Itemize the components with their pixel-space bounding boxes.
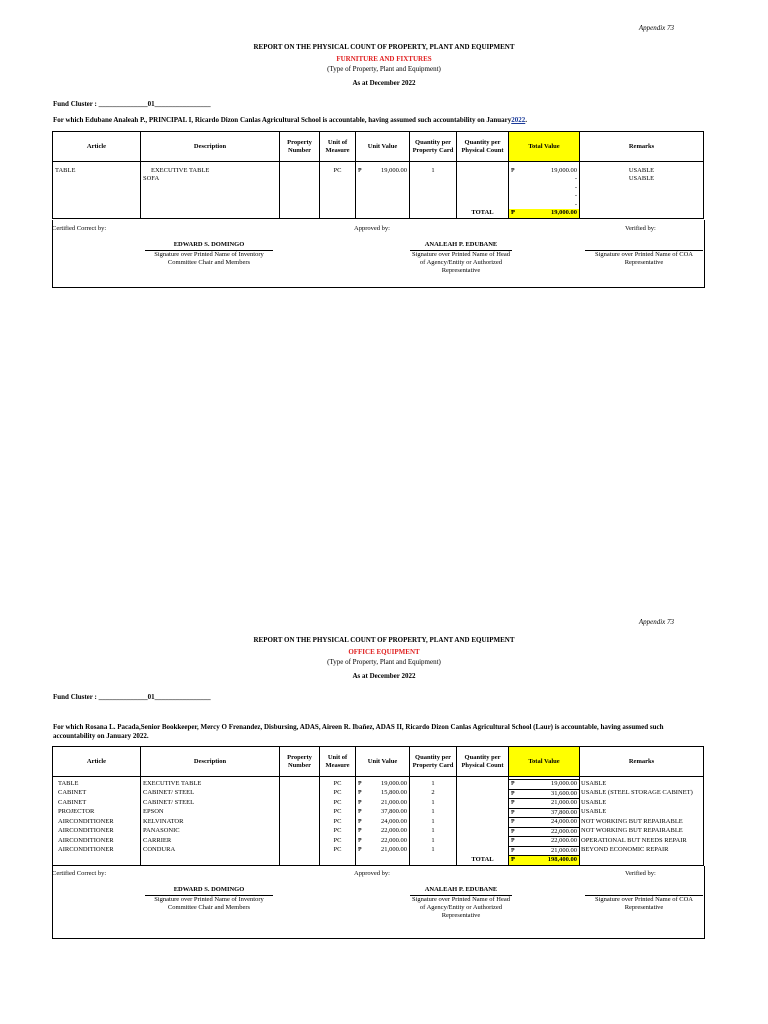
- peso-sign: ₱: [511, 827, 515, 835]
- unit-value-cell: 19,000.00: [381, 166, 407, 174]
- peso-sign: ₱: [511, 846, 515, 854]
- table-row: [53, 789, 704, 799]
- col-remarks: Remarks: [580, 747, 704, 777]
- article-cell: CABINET: [53, 789, 141, 799]
- col-description: Description: [141, 747, 280, 777]
- qty-card-cell: 1: [410, 167, 457, 176]
- unit-cell: PC: [320, 846, 356, 856]
- grand-total: 198,400.00: [547, 856, 577, 863]
- table-row: [53, 808, 704, 818]
- description-cell: CONDURA: [141, 846, 280, 856]
- unit-cell: PC: [320, 799, 356, 809]
- unit-value-cell: 24,000.00: [381, 817, 407, 825]
- description-cell: CARRIER: [141, 837, 280, 847]
- appendix-label: Appendix 73: [638, 24, 674, 32]
- col-unit-of-measure: Unit of Measure: [320, 132, 356, 162]
- article-cell: CABINET: [53, 799, 141, 809]
- unit-cell: PC: [320, 789, 356, 799]
- verified-label: Verified by:: [625, 870, 656, 877]
- type-note: (Type of Property, Plant and Equipment): [327, 658, 441, 666]
- description-cell: PANASONIC: [141, 827, 280, 837]
- description-cell: KELVINATOR: [141, 818, 280, 828]
- signature-caption-committee: Signature over Printed Name of Inventory Committee Chair and Members: [145, 250, 273, 267]
- peso-sign: ₱: [511, 789, 515, 797]
- approved-label: Approved by:: [354, 225, 390, 232]
- col-description: Description: [141, 132, 280, 162]
- col-unit-value: Unit Value: [356, 747, 410, 777]
- article-cell: PROJECTOR: [53, 808, 141, 818]
- qty-card-cell: 1: [410, 846, 457, 856]
- col-remarks: Remarks: [580, 132, 704, 162]
- qty-card-cell: 1: [410, 818, 457, 828]
- total-value-cell: 22,000.00: [551, 827, 577, 835]
- table-row: [53, 201, 704, 210]
- total-value-cell: 19,000.00: [551, 780, 577, 787]
- col-qty-card: Quantity per Property Card: [410, 132, 457, 162]
- table-row: [53, 192, 704, 201]
- article-cell: AIRCONDITIONER: [53, 827, 141, 837]
- peso-sign: ₱: [358, 779, 362, 787]
- certified-label: Certified Correct by:: [52, 870, 107, 877]
- peso-sign: ₱: [511, 837, 515, 844]
- table-row: [53, 175, 704, 184]
- qty-card-cell: 1: [410, 799, 457, 809]
- total-label: TOTAL: [457, 209, 509, 218]
- table-row: [53, 799, 704, 809]
- col-article: Article: [53, 747, 141, 777]
- signatory-committee-chair: EDWARD S. DOMINGO: [173, 241, 245, 248]
- appendix-label: Appendix 73: [638, 618, 674, 626]
- peso-sign: ₱: [358, 817, 362, 825]
- total-value-cell: 21,000.00: [551, 846, 577, 854]
- qty-card-cell: 1: [410, 808, 457, 818]
- qty-card-cell: 2: [410, 789, 457, 799]
- unit-cell: PC: [320, 827, 356, 837]
- article-cell: TABLE: [53, 780, 141, 790]
- col-property-number: Property Number: [280, 132, 320, 162]
- as-at-date: As at December 2022: [352, 79, 416, 87]
- total-value-cell: -: [509, 184, 580, 193]
- qty-card-cell: 1: [410, 780, 457, 790]
- remarks-cell: NOT WORKING BUT REPAIRABLE: [580, 827, 704, 837]
- col-qty-card: Quantity per Property Card: [410, 747, 457, 777]
- remarks-cell: USABLE: [580, 167, 704, 176]
- total-value-cell: -: [509, 201, 580, 210]
- col-total-value: Total Value: [509, 132, 580, 162]
- unit-value-cell: 19,000.00: [381, 779, 407, 787]
- peso-sign: ₱: [511, 799, 515, 806]
- fund-cluster: Fund Cluster : ______________01________________: [53, 693, 211, 701]
- remarks-cell: OPERATIONAL BUT NEEDS REPAIR: [580, 837, 704, 847]
- unit-value-cell: 37,800.00: [381, 808, 407, 815]
- col-total-value: Total Value: [509, 747, 580, 777]
- remarks-cell: NOT WORKING BUT REPAIRABLE: [580, 818, 704, 828]
- property-category: FURNITURE AND FIXTURES: [336, 55, 432, 63]
- unit-cell: PC: [320, 780, 356, 790]
- inventory-table: [52, 131, 704, 219]
- unit-value-cell: 22,000.00: [381, 836, 407, 844]
- total-value-cell: -: [509, 175, 580, 184]
- unit-value-cell: 21,000.00: [381, 846, 407, 853]
- article-cell: AIRCONDITIONER: [53, 818, 141, 828]
- table-row: [53, 184, 704, 193]
- col-property-number: Property Number: [280, 747, 320, 777]
- inventory-table: [52, 746, 704, 866]
- peso-sign: ₱: [358, 836, 362, 844]
- total-value-cell: 31,600.00: [551, 789, 577, 797]
- accountability-text: For which Edubane Analeah P., PRINCIPAL I, Ricardo Dizon Canlas Agricultural School is accountable, having assumed such accountability on January: [53, 116, 512, 124]
- total-value-cell: 24,000.00: [551, 818, 577, 825]
- peso-sign: ₱: [511, 808, 515, 816]
- unit-value-cell: 15,800.00: [381, 789, 407, 796]
- as-at-date: As at December 2022: [352, 672, 416, 680]
- signature-caption-coa: Signature over Printed Name of COA Representative: [585, 895, 703, 912]
- remarks-cell: USABLE: [580, 799, 704, 809]
- property-category: OFFICE EQUIPMENT: [348, 648, 420, 656]
- peso-sign: ₱: [358, 166, 362, 174]
- total-value-cell: 37,800.00: [551, 808, 577, 816]
- peso-sign: ₱: [358, 827, 362, 834]
- unit-cell: PC: [320, 837, 356, 847]
- peso-sign: ₱: [511, 166, 515, 174]
- peso-sign: ₱: [358, 789, 362, 796]
- grand-total: 19,000.00: [551, 209, 577, 216]
- table-row: [53, 827, 704, 837]
- peso-sign: ₱: [358, 846, 362, 853]
- remarks-cell: USABLE: [580, 780, 704, 790]
- table-row: [53, 837, 704, 847]
- unit-value-cell: 22,000.00: [381, 827, 407, 834]
- col-unit-value: Unit Value: [356, 132, 410, 162]
- qty-card-cell: 1: [410, 827, 457, 837]
- accountability-year: 2022: [511, 116, 526, 124]
- peso-sign: ₱: [511, 818, 515, 825]
- approved-label: Approved by:: [354, 870, 390, 877]
- unit-cell: PC: [320, 808, 356, 818]
- description-cell: SOFA: [141, 175, 280, 184]
- remarks-cell: BEYOND ECONOMIC REPAIR: [580, 846, 704, 856]
- table-row: [53, 846, 704, 856]
- description-cell: EXECUTIVE TABLE: [141, 780, 280, 790]
- peso-sign: ₱: [511, 209, 515, 216]
- description-cell: EXECUTIVE TABLE: [141, 167, 280, 176]
- total-row: [53, 209, 704, 218]
- report-title: REPORT ON THE PHYSICAL COUNT OF PROPERTY, PLANT AND EQUIPMENT: [253, 43, 515, 51]
- signature-caption-head: Signature over Printed Name of Head of Agency/Entity or Authorized Representative: [411, 251, 510, 274]
- table-row: [53, 780, 704, 790]
- total-value-cell: 19,000.00: [551, 166, 577, 174]
- peso-sign: ₱: [358, 798, 362, 806]
- table-row: [53, 167, 704, 176]
- peso-sign: ₱: [511, 780, 515, 787]
- unit-cell: PC: [320, 167, 356, 176]
- accountability-end: .: [525, 116, 527, 124]
- total-value-cell: -: [509, 192, 580, 201]
- total-label: TOTAL: [457, 856, 509, 866]
- unit-value-cell: 21,000.00: [381, 798, 407, 806]
- description-cell: CABINET/ STEEL: [141, 799, 280, 809]
- certified-label: Certified Correct by:: [52, 225, 107, 232]
- col-unit-of-measure: Unit of Measure: [320, 747, 356, 777]
- total-value-cell: 22,000.00: [551, 837, 577, 844]
- report-title: REPORT ON THE PHYSICAL COUNT OF PROPERTY, PLANT AND EQUIPMENT: [253, 636, 515, 644]
- verified-label: Verified by:: [625, 225, 656, 232]
- signature-caption-head: Signature over Printed Name of Head of Agency/Entity or Authorized Representative: [411, 896, 510, 919]
- article-cell: AIRCONDITIONER: [53, 846, 141, 856]
- description-cell: EPSON: [141, 808, 280, 818]
- accountability-statement: [53, 116, 703, 125]
- description-cell: CABINET/ STEEL: [141, 789, 280, 799]
- signature-caption-committee: Signature over Printed Name of Inventory Committee Chair and Members: [145, 895, 273, 912]
- total-row: [53, 856, 704, 866]
- peso-sign: ₱: [358, 808, 362, 815]
- peso-sign: ₱: [511, 856, 515, 863]
- total-value-cell: 21,000.00: [551, 799, 577, 806]
- signatory-committee-chair: EDWARD S. DOMINGO: [173, 886, 245, 893]
- signatory-head-of-agency: ANALEAH P. EDUBANE: [424, 241, 498, 248]
- remarks-cell: USABLE (STEEL STORAGE CABINET): [580, 789, 704, 799]
- col-article: Article: [53, 132, 141, 162]
- remarks-cell: USABLE: [580, 808, 704, 818]
- qty-card-cell: 1: [410, 837, 457, 847]
- type-note: (Type of Property, Plant and Equipment): [327, 65, 441, 73]
- accountability-statement: For which Rosana L. Pacada,Senior Bookkeeper, Mercy O Frenandez, Disbursing, ADAS, Aireen R. Ibañez, ADAS II, Ricardo Dizon Canlas Agricultural School (Laur) is accountable, having assumed such accountability on January 2022.: [53, 723, 664, 740]
- remarks-cell: USABLE: [580, 175, 704, 184]
- unit-cell: PC: [320, 818, 356, 828]
- fund-cluster: Fund Cluster : ______________01________________: [53, 100, 211, 108]
- article-cell: AIRCONDITIONER: [53, 837, 141, 847]
- article-cell: TABLE: [53, 167, 141, 176]
- signatory-head-of-agency: ANALEAH P. EDUBANE: [424, 886, 498, 893]
- col-qty-count: Quantity per Physical Count: [457, 132, 509, 162]
- table-row: [53, 818, 704, 828]
- signature-caption-coa: Signature over Printed Name of COA Representative: [585, 250, 703, 267]
- col-qty-count: Quantity per Physical Count: [457, 747, 509, 777]
